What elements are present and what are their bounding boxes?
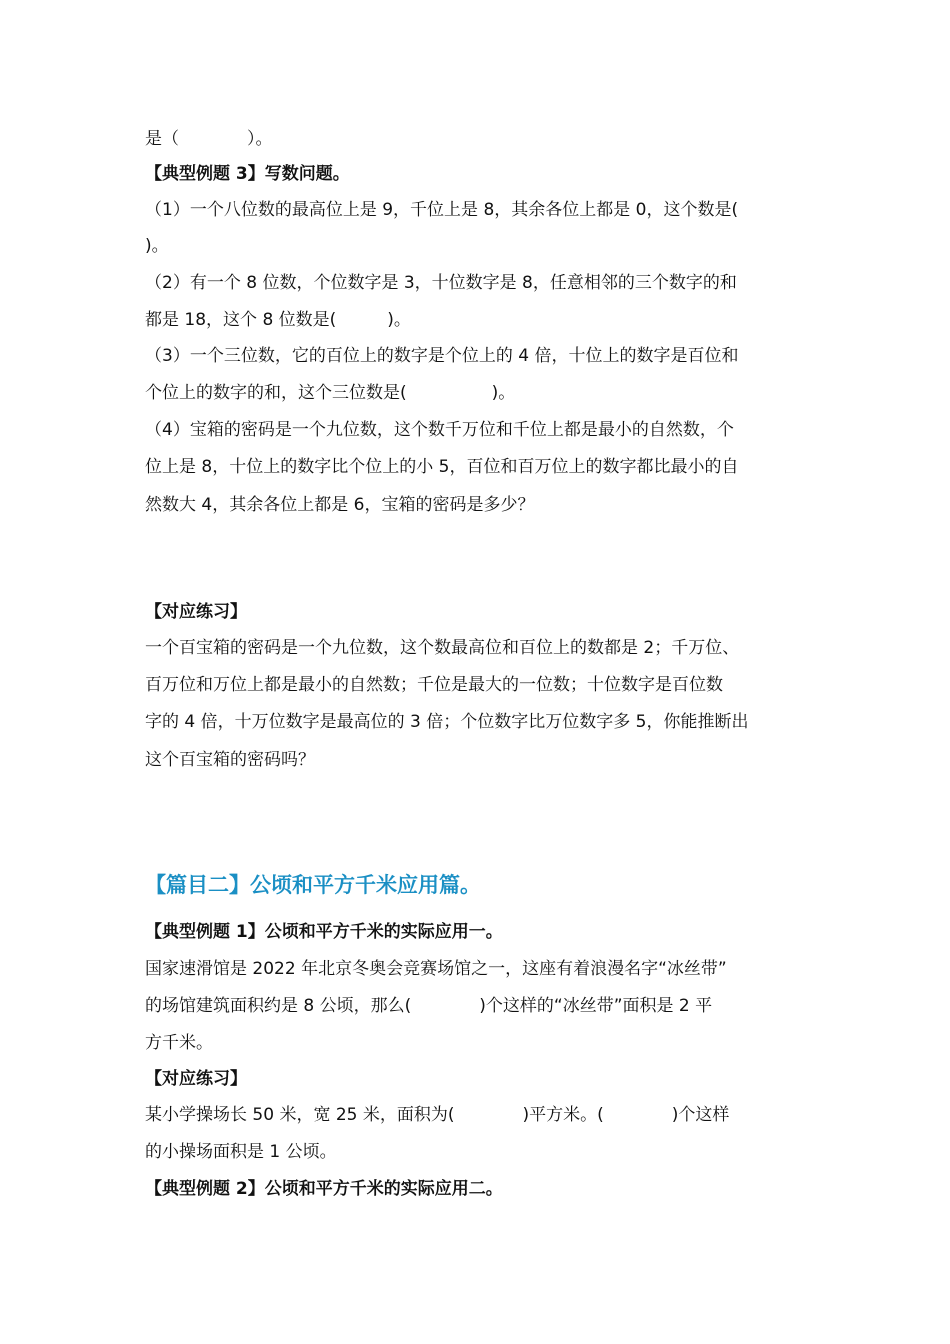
practice-1-heading: 【对应练习】 bbox=[145, 602, 247, 622]
example-3-line: 都是 18，这个 8 位数是( )。 bbox=[145, 310, 411, 330]
practice-1-line: 字的 4 倍，十万位数字是最高位的 3 倍；个位数字比万位数字多 5，你能推断出 bbox=[145, 712, 749, 732]
example-3-line: （2）有一个 8 位数，个位数字是 3，十位数字是 8，任意相邻的三个数字的和 bbox=[145, 273, 737, 293]
section-2-title: 【篇目二】公顷和平方千米应用篇。 bbox=[145, 873, 481, 897]
example-3-line: 位上是 8，十位上的数字比个位上的小 5，百位和百万位上的数字都比最小的自 bbox=[145, 457, 739, 477]
example-3-line: （3）一个三位数，它的百位上的数字是个位上的 4 倍，十位上的数字是百位和 bbox=[145, 346, 739, 366]
practice-1-line: 一个百宝箱的密码是一个九位数，这个数最高位和百位上的数都是 2；千万位、 bbox=[145, 638, 740, 658]
practice-2-heading: 【对应练习】 bbox=[145, 1069, 247, 1089]
practice-1-line: 这个百宝箱的密码吗？ bbox=[145, 750, 315, 770]
practice-2-line: 某小学操场长 50 米，宽 25 米，面积为( )平方米。( )个这样 bbox=[145, 1105, 730, 1125]
example-1-line: 的场馆建筑面积约是 8 公顷，那么( )个这样的“冰丝带”面积是 2 平 bbox=[145, 996, 713, 1016]
example-3-heading: 【典型例题 3】写数问题。 bbox=[145, 164, 350, 184]
example-3-line: )。 bbox=[145, 236, 169, 256]
example-1-line: 方千米。 bbox=[145, 1033, 213, 1053]
practice-1-line: 百万位和万位上都是最小的自然数；千位是最大的一位数；十位数字是百位数 bbox=[145, 675, 723, 695]
example-3-line: （4）宝箱的密码是一个九位数，这个数千万位和千位上都是最小的自然数，个 bbox=[145, 420, 734, 440]
example-3-line: （1）一个八位数的最高位上是 9，千位上是 8，其余各位上都是 0，这个数是( bbox=[145, 200, 739, 220]
example-3-line: 个位上的数字的和，这个三位数是( )。 bbox=[145, 383, 516, 403]
continued-answer-line: 是（ ）。 bbox=[145, 129, 273, 149]
example-3-line: 然数大 4，其余各位上都是 6，宝箱的密码是多少？ bbox=[145, 495, 535, 515]
practice-2-line: 的小操场面积是 1 公顷。 bbox=[145, 1142, 337, 1162]
example-2-heading: 【典型例题 2】公顷和平方千米的实际应用二。 bbox=[145, 1179, 503, 1199]
example-1-heading: 【典型例题 1】公顷和平方千米的实际应用一。 bbox=[145, 922, 503, 942]
example-1-line: 国家速滑馆是 2022 年北京冬奥会竞赛场馆之一，这座有着浪漫名字“冰丝带” bbox=[145, 959, 727, 979]
